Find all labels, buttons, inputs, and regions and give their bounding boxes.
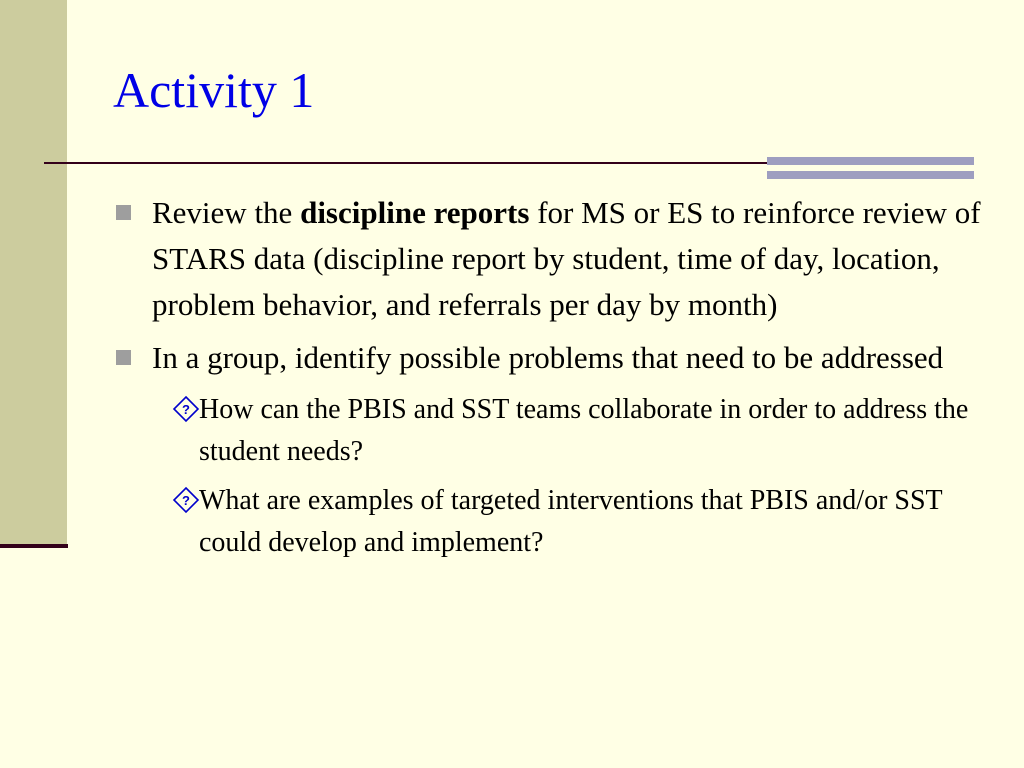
square-bullet-icon	[116, 205, 131, 220]
sub-list-item	[156, 480, 983, 564]
bullet-text: In a group, identify possible problems that need to be addressed	[152, 340, 944, 375]
sub-bullet-text: What are examples of targeted interventions that PBIS and/or SST could develop and implement?	[199, 485, 943, 558]
diamond-question-icon	[172, 395, 200, 423]
bullet-text-after: for MS or ES to reinforce review of STARS data (discipline report by student, time of day, location, problem behavior, and referrals per day by month)	[152, 195, 981, 322]
bullet-text-before: Review the	[152, 195, 301, 230]
slide-title: Activity 1	[113, 62, 315, 118]
accent-bars	[767, 157, 974, 180]
accent-bar-bottom	[767, 171, 974, 179]
left-decorative-bar	[0, 0, 67, 546]
diamond-glyph: ?	[182, 402, 190, 417]
diamond-question-icon	[172, 486, 200, 514]
sub-bullet-list	[152, 389, 983, 564]
bullet-list	[113, 190, 983, 571]
list-item	[113, 190, 983, 328]
square-bullet-icon	[116, 350, 131, 365]
bullet-text-bold: discipline reports	[300, 195, 530, 230]
left-bar-rule	[0, 544, 68, 548]
diamond-glyph: ?	[182, 493, 190, 508]
accent-bar-top	[767, 157, 974, 165]
list-item	[113, 335, 983, 564]
sub-bullet-text: How can the PBIS and SST teams collaborate in order to address the student needs?	[199, 394, 969, 467]
sub-list-item	[156, 389, 983, 473]
